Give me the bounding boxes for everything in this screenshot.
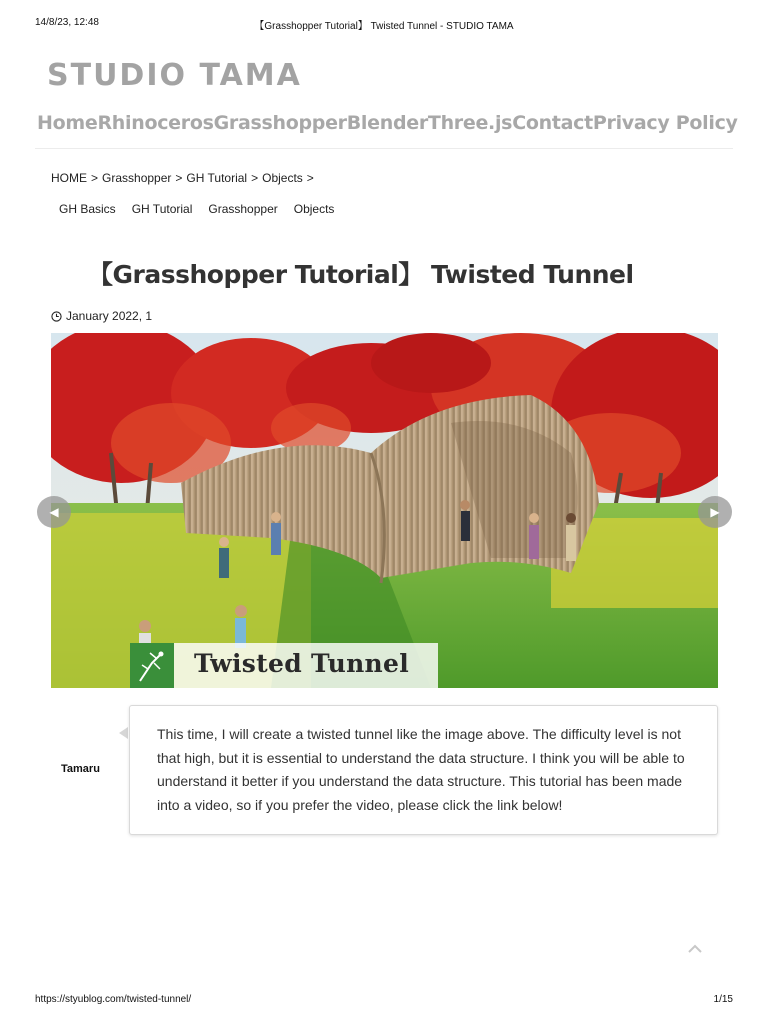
print-datetime: 14/8/23, 12:48: [35, 17, 99, 28]
post-title: 【Grasshopper Tutorial】 Twisted Tunnel: [88, 260, 634, 289]
breadcrumb-separator: >: [306, 171, 314, 185]
grasshopper-logo-icon: [130, 643, 174, 688]
breadcrumb-separator: >: [175, 171, 183, 185]
post-date-text: January 2022, 1: [66, 309, 153, 323]
nav-item-rhinoceros[interactable]: Rhinoceros: [97, 112, 214, 134]
intro-text: This time, I will create a twisted tunnel like the image above. The difficulty level is not that high, but it is essential to understand the data structure. I think you will be able to understand it better if you understand the data structure. This tutorial has been made into a video, so if you prefer the video, please click the link below!: [157, 726, 685, 813]
scroll-top-button[interactable]: [686, 940, 704, 958]
tag-list: [51, 202, 342, 216]
breadcrumb-separator: >: [91, 171, 99, 185]
breadcrumb-separator: >: [251, 171, 259, 185]
clock-icon: [51, 311, 62, 322]
nav-item-grasshopper[interactable]: Grasshopper: [213, 112, 347, 134]
nav-item-contact[interactable]: Contact: [512, 112, 593, 134]
nav-item-home[interactable]: Home: [37, 112, 98, 134]
breadcrumb-objects[interactable]: Objects: [262, 171, 303, 185]
nav-item-privacy-policy[interactable]: Privacy Policy: [592, 112, 738, 134]
author-name: Tamaru: [61, 763, 100, 775]
breadcrumb-grasshopper[interactable]: Grasshopper: [102, 171, 172, 185]
intro-speech-bubble: [129, 705, 718, 835]
slider-prev-button[interactable]: [37, 496, 71, 528]
print-document-title: 【Grasshopper Tutorial】 Twisted Tunnel - STUDIO TAMA: [254, 21, 514, 32]
hero-caption-text: Twisted Tunnel: [194, 649, 410, 678]
nav-divider: [35, 148, 733, 149]
chevron-up-icon: [686, 940, 704, 958]
tag-grasshopper[interactable]: Grasshopper: [208, 202, 278, 216]
print-url: https://styublog.com/twisted-tunnel/: [35, 994, 192, 1005]
nav-item-threejs[interactable]: Three.js: [427, 112, 513, 134]
breadcrumb: [51, 171, 318, 185]
hero-image: [51, 333, 718, 688]
site-title[interactable]: STUDIO TAMA: [47, 58, 302, 93]
chevron-left-icon: ◀: [49, 505, 59, 519]
main-nav: [37, 112, 738, 134]
tag-gh-tutorial[interactable]: GH Tutorial: [131, 202, 193, 216]
post-date: [51, 309, 152, 323]
nav-item-blender[interactable]: Blender: [346, 112, 428, 134]
speech-bubble-tail: [119, 727, 128, 739]
tag-objects[interactable]: Objects: [293, 202, 335, 216]
slider-next-button[interactable]: [698, 496, 732, 528]
print-page-number: 1/15: [713, 994, 733, 1005]
tag-gh-basics[interactable]: GH Basics: [59, 202, 116, 216]
breadcrumb-gh-tutorial[interactable]: GH Tutorial: [186, 171, 248, 185]
hero-caption: [130, 643, 438, 688]
chevron-right-icon: ▶: [710, 505, 720, 519]
breadcrumb-home[interactable]: HOME: [51, 171, 87, 185]
